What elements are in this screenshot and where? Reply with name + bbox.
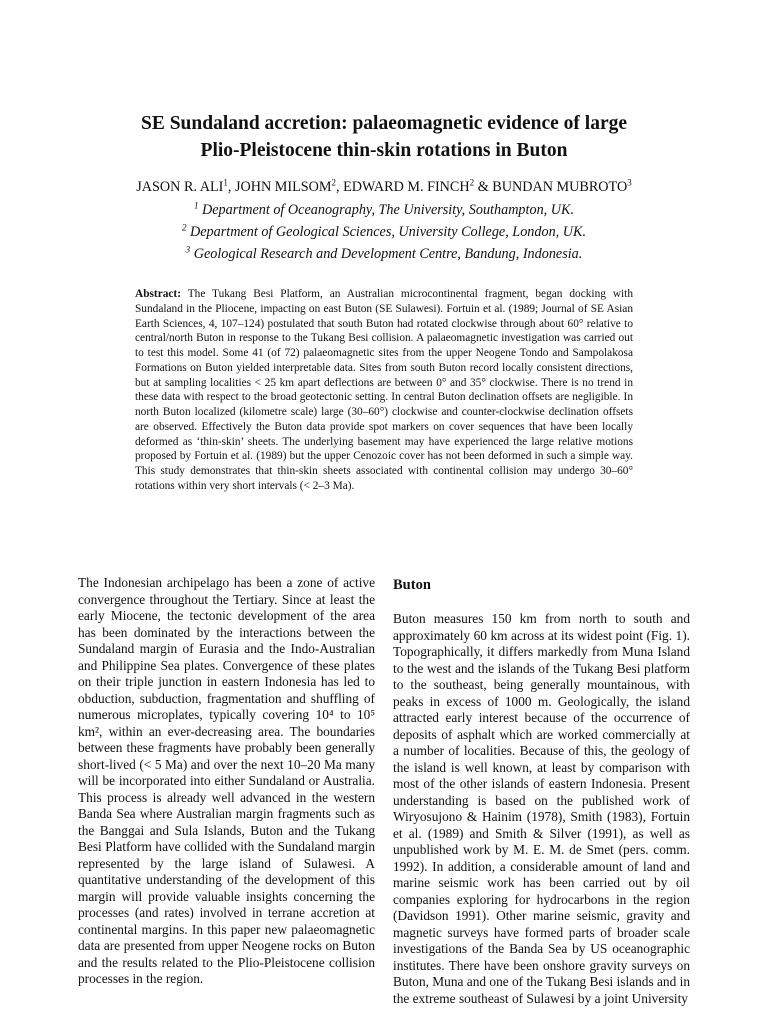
author-sup: 3 — [627, 177, 632, 188]
affiliation-text: Department of Geological Sciences, University College, London, UK. — [190, 224, 587, 240]
author-sep: , — [336, 179, 344, 195]
buton-paragraph: Buton measures 150 km from north to south and approximately 60 km across at its widest point (Fig. 1). Topographically, it differs markedly from Muna Island to the west and the islands of the Tukang Besi platform to the southeast, being generally mountainous, with peaks in excess of 1000 m. Geologically, the island attracted early interest because of the occurrence of deposits of asphalt which are worked commercially at a number of localities. Because of this, the geology of the island is well known, at least by comparison with most of the other islands of eastern Indonesia. Present understanding is based on the published work of Wiryosujono & Hainim (1978), Smith (1983), Fortuin et al. (1989) and Smith & Silver (1991), as well as unpublished work by M. E. M. de Smet (pers. comm. 1992). In addition, a considerable amount of land and marine seismic work has been carried out by oil companies exploring for hydrocarbons in the region (Davidson 1991). Other marine seismic, gravity and magnetic surveys have formed parts of broader scale investigations of the Banda Sea by US oceanographic institutes. There have been onshore gravity surveys on Buton, Muna and one of the Tukang Besi islands and in the extreme southeast of Sulawesi by a joint University — [393, 611, 690, 1006]
abstract-label: Abstract: — [135, 288, 181, 300]
body-right-column — [393, 576, 690, 1007]
author-name: JASON R. ALI — [136, 179, 224, 195]
affiliation-list — [40, 199, 728, 265]
section-heading: Buton — [393, 577, 431, 593]
author-name: BUNDAN MUBROTO — [492, 179, 628, 195]
abstract-text: The Tukang Besi Platform, an Australian microcontinental fragment, began docking with Sundaland in the Pliocene, impacting on east Buton (SE Sulawesi). Fortuin et al. (1989; Journal of SE Asian Earth Sciences, 4, 107–124) postulated that south Buton had rotated clockwise through about 60° relative to central/north Buton in response to the Tukang Besi collision. A palaeomagnetic investigation was carried out to test this model. Some 41 (of 72) palaeomagnetic sites from the upper Neogene Tondo and Sampolakosa Formations on Buton yielded interpretable data. Sites from south Buton record locally consistent directions, but at sampling localities < 25 km apart deflections are between 0° and 35° clockwise. There is no trend in these data with respect to the broad geotectonic setting. In central Buton declination offsets are negligible. In north Buton localized (kilometre scale) large (30–60°) clockwise and counter-clockwise declination offsets are observed. Effectively the Buton data provide spot markers on cover sequences that have been locally deformed as ‘thin-skin’ sheets. The underlying basement may have experienced the large relative motions proposed by Fortuin et al. (1989) but the upper Cenozoic cover has not been deformed in such a simple way. This study demonstrates that thin-skin sheets associated with continental collision may undergo 30–60° rotations within very short intervals (< 2–3 Ma). — [135, 288, 633, 492]
body-left-column — [78, 575, 375, 988]
intro-paragraph: The Indonesian archipelago has been a zone of active convergence throughout the Tertiary. Since at least the early Miocene, the tectonic development of the area has been dominated by the interactions between the Sundaland margin of Eurasia and the Indo-Australian and Philippine Sea plates. Convergence of these plates on their triple junction in eastern Indonesia has led to obduction, subduction, fragmentation and shuffling of numerous microplates, typically covering 10⁴ to 10⁵ km², within an ever-decreasing area. The boundaries between these fragments have probably been generally short-lived (< 5 Ma) and over the next 10–20 Ma many will be incorporated into either Sundaland or Australia. This process is already well advanced in the western Banda Sea where Australian margin fragments such as the Banggai and Sula Islands, Buton and the Tukang Besi Platform have collided with the Sundaland margin represented by the large island of Sulawesi. A quantitative understanding of the development of this margin will provide valuable insights concerning the processes (and rates) involved in terrane accretion at continental margins. In this paper new palaeomagnetic data are presented from upper Neogene rocks on Buton and the results related to the Plio-Pleistocene collision processes in the region. — [78, 575, 375, 986]
author-list — [40, 177, 728, 197]
affiliation — [40, 243, 728, 265]
affiliation-sup: 3 — [185, 244, 191, 255]
affiliation — [40, 221, 728, 243]
author-sep: & — [474, 179, 493, 195]
paper-title — [60, 110, 708, 164]
affiliation-sup: 2 — [181, 222, 187, 233]
affiliation — [40, 199, 728, 221]
author-sup: 2 — [469, 177, 475, 188]
affiliation-text: Department of Oceanography, The University, Southampton, UK. — [202, 202, 575, 218]
author-name: JOHN MILSOM — [234, 179, 332, 195]
author-sup: 2 — [331, 177, 337, 188]
affiliation-sup: 1 — [193, 200, 199, 211]
title-line-1: SE Sundaland accretion: palaeomagnetic evidence of large — [140, 113, 628, 134]
author-sep: , — [227, 179, 235, 195]
affiliation-text: Geological Research and Development Centre, Bandung, Indonesia. — [193, 246, 583, 262]
author-name: EDWARD M. FINCH — [343, 179, 470, 195]
author-sup: 1 — [223, 177, 228, 188]
abstract — [135, 287, 633, 494]
title-line-2: Plio-Pleistocene thin-skin rotations in Buton — [200, 140, 568, 161]
